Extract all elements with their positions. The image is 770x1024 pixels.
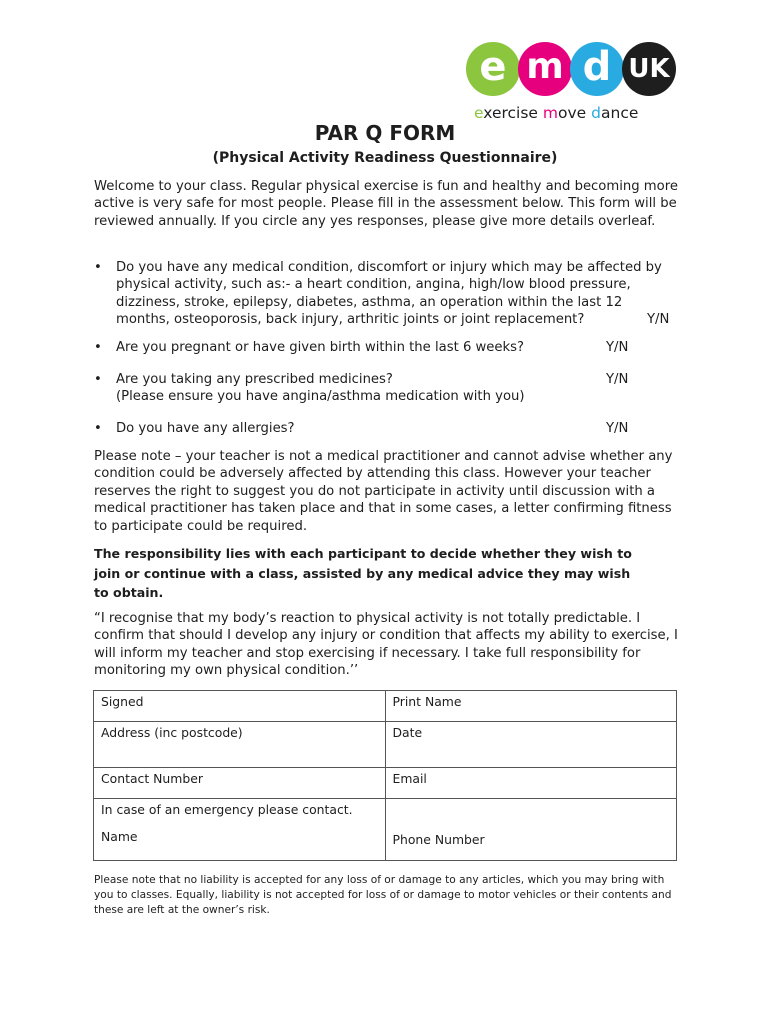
bullet: • (94, 340, 102, 355)
page-subtitle: (Physical Activity Readiness Questionnaire) (212, 150, 558, 166)
logo-circle-m: m (518, 42, 572, 96)
name-label: Name (101, 829, 138, 844)
tagline-e: e (474, 104, 484, 122)
page-title: PAR Q FORM (314, 121, 456, 145)
bullet: • (94, 421, 102, 436)
liability-disclaimer: Please note that no liability is accepted for any loss of or damage to any articles, which you may bring with you to classes. Equally, liability is not accepted for loss of or damage to motor vehicles or their contents and these are left at the owner’s risk. (94, 874, 672, 917)
logo-circle-e: e (466, 42, 520, 96)
teacher-note-paragraph: Please note – your teacher is not a medical practitioner and cannot advise whether any condition could be adversely affected by attending this class. However your teacher reserves the right to suggest you do not participate in activity until discussion with a medical practitioner has taken place and that in some cases, a letter confirming fitness to participate could be required. (94, 449, 673, 534)
yes-no-answer[interactable]: Y/N (606, 372, 629, 387)
declaration-paragraph: “I recognise that my body’s reaction to physical activity is not totally predictable. I confirm that should I develop any injury or condition that affects my ability to exercise, I will inform my teacher and stop exercising if necessary. I take full responsibility for monitoring my own physical condition.’’ (94, 611, 678, 679)
bullet: • (94, 260, 102, 275)
phone-number-label: Phone Number (392, 832, 485, 847)
contact-number-field[interactable]: Contact Number (94, 768, 386, 799)
logo-circle-uk: UK (622, 42, 676, 96)
address-field[interactable]: Address (inc postcode) (94, 722, 386, 768)
tagline-d: d (591, 104, 602, 122)
tagline-m: m (542, 104, 559, 122)
responsibility-paragraph: The responsibility lies with each participant to decide whether they wish to join or continue with a class, assisted by any medical advice they may wish to obtain. (94, 546, 632, 600)
logo-tagline (474, 104, 638, 122)
emergency-contact-name-field[interactable] (94, 799, 386, 861)
date-field[interactable]: Date (385, 722, 677, 768)
print-name-field[interactable]: Print Name (385, 691, 677, 722)
bullet: • (94, 372, 102, 387)
yes-no-answer[interactable]: Y/N (606, 340, 629, 355)
question-text: Do you have any medical condition, discomfort or injury which may be affected by physical activity, such as:- a heart condition, angina, high/low blood pressure, dizziness, stroke, epilepsy, diabetes, asthma, an operation within the last 12 months, osteoporosis, back injury, arthritic joints or joint replacement? (116, 260, 662, 328)
email-field[interactable]: Email (385, 768, 677, 799)
tagline-ove: ove (558, 104, 587, 122)
signed-field[interactable]: Signed (94, 691, 386, 722)
emduk-logo (466, 42, 678, 124)
yes-no-answer[interactable]: Y/N (606, 421, 629, 436)
question-text (116, 371, 672, 406)
emergency-label: In case of an emergency please contact. (101, 802, 353, 817)
emergency-phone-field[interactable] (385, 799, 677, 861)
tagline-xercise: xercise (483, 104, 538, 122)
yes-no-answer[interactable]: Y/N (647, 312, 670, 327)
question-text: Are you pregnant or have given birth within the last 6 weeks? (116, 340, 525, 355)
tagline-ance: ance (601, 104, 639, 122)
logo-circles (466, 42, 678, 100)
question-main: Are you taking any prescribed medicines? (116, 372, 393, 387)
logo-circle-d: d (570, 42, 624, 96)
question-note: (Please ensure you have angina/asthma medication with you) (116, 389, 525, 405)
participant-details-table (93, 690, 677, 861)
question-text: Do you have any allergies? (116, 421, 295, 436)
intro-paragraph: Welcome to your class. Regular physical exercise is fun and healthy and becoming more active is very safe for most people. Please fill in the assessment below. This form will be reviewed annually. If you circle any yes responses, please give more details overleaf. (94, 179, 678, 229)
